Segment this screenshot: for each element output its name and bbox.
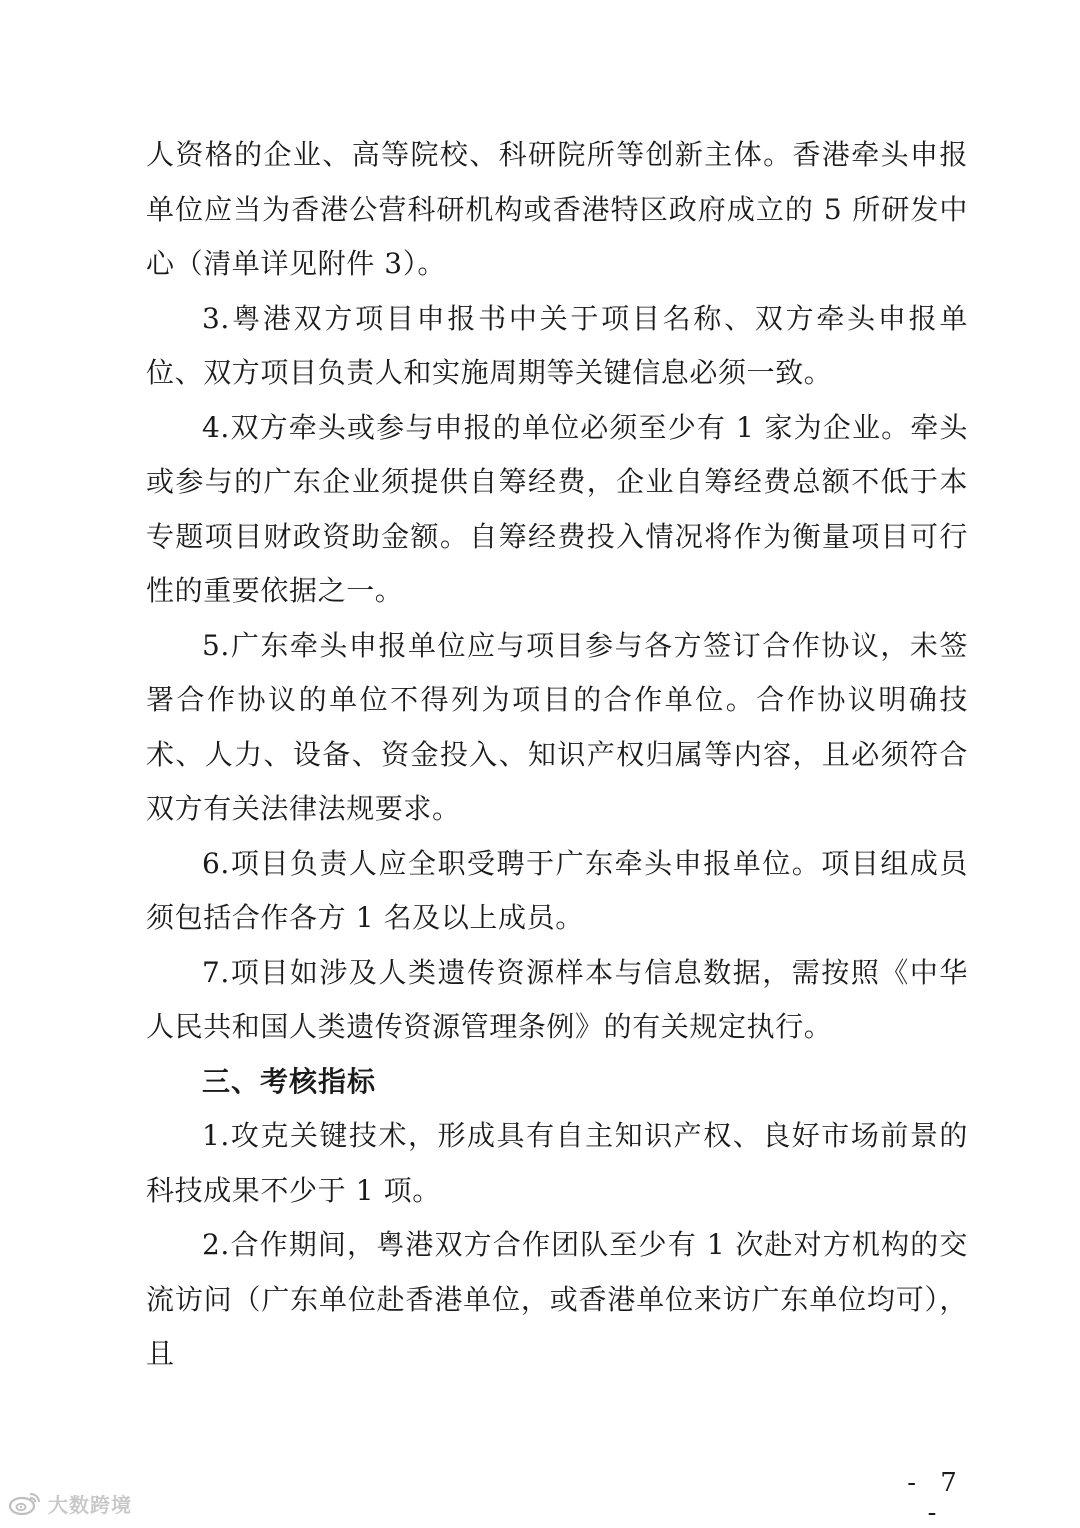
paragraph-item-4: 4.双方牵头或参与申报的单位必须至少有 1 家为企业。牵头或参与的广东企业须提供自筹经费，企业自筹经费总额不低于本专题项目财政资助金额。自筹经费投入情况将作为衡量项目可行性的重要依据之一。 xyxy=(146,410,968,607)
page-number: - 7 - xyxy=(907,1468,965,1528)
paragraph-item-5: 5.广东牵头申报单位应与项目参与各方签订合作协议，未签署合作协议的单位不得列为项目的合作单位。合作协议明确技术、人力、设备、资金投入、知识产权归属等内容，且必须符合双方有关法律法规要求。 xyxy=(146,628,968,825)
watermark-text: 大数跨境 xyxy=(48,1492,132,1517)
paragraph-item-6: 6.项目负责人应全职受聘于广东牵头申报单位。项目组成员须包括合作各方 1 名及以上成员。 xyxy=(146,846,968,934)
weibo-logo-icon xyxy=(8,1490,42,1516)
assessment-item-1: 1.攻克关键技术，形成具有自主知识产权、良好市场前景的科技成果不少于 1 项。 xyxy=(146,1119,968,1207)
document-body xyxy=(146,128,968,1382)
paragraph-item-7: 7.项目如涉及人类遗传资源样本与信息数据，需按照《中华人民共和国人类遗传资源管理条例》的有关规定执行。 xyxy=(146,955,968,1043)
paragraph-item-3: 3.粤港双方项目申报书中关于项目名称、双方牵头申报单位、双方项目负责人和实施周期等关键信息必须一致。 xyxy=(146,301,968,389)
paragraph-continuation: 人资格的企业、高等院校、科研院所等创新主体。香港牵头申报单位应当为香港公营科研机构或香港特区政府成立的 5 所研发中心（清单详见附件 3）。 xyxy=(146,138,968,280)
section-heading: 三、考核指标 xyxy=(202,1064,377,1098)
watermark xyxy=(8,1488,132,1518)
assessment-item-2: 2.合作期间，粤港双方合作团队至少有 1 次赴对方机构的交流访问（广东单位赴香港单位，或香港单位来访广东单位均可），且 xyxy=(146,1228,968,1370)
